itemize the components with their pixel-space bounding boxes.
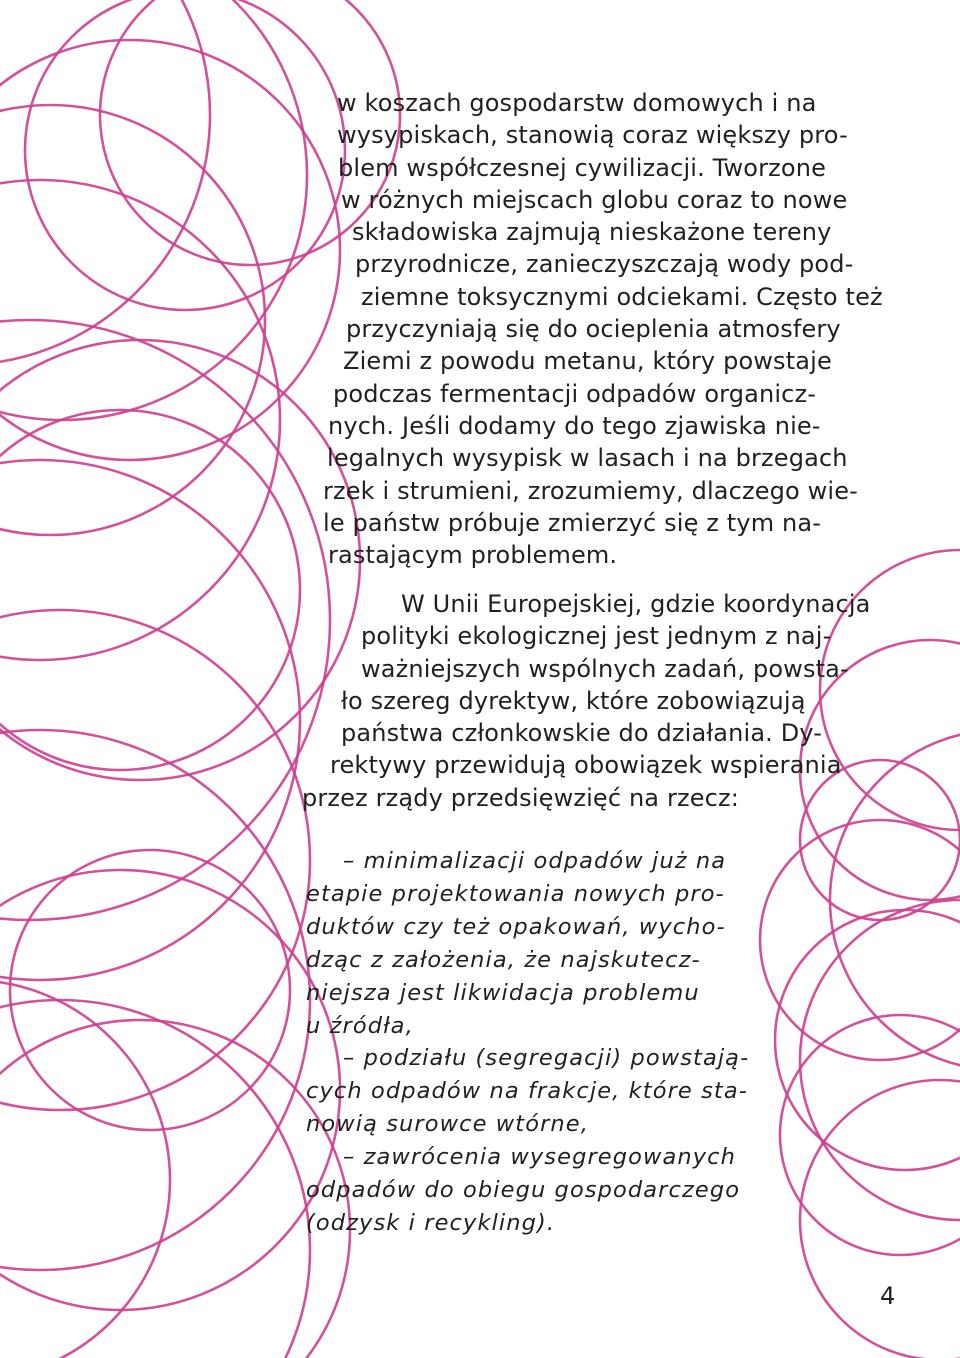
decorative-circle	[760, 820, 960, 1060]
text-line: rastającym problemem.	[328, 541, 618, 570]
text-line: wysypiskach, stanowią coraz większy pro-	[337, 121, 848, 150]
bullet-list	[0, 845, 749, 1240]
text-line: państwa członkowskie do działania. Dy-	[341, 719, 823, 748]
list-line: etapie projektowania nowych pro-	[306, 880, 725, 907]
text-line: przez rządy przedsięwzięć na rzecz:	[302, 783, 739, 812]
list-line: niejsza jest likwidacja problemu	[306, 979, 700, 1006]
list-line: u źródła,	[306, 1012, 414, 1039]
text-line: ważniejszych wspólnych zadań, powsta-	[361, 654, 849, 683]
text-line: polityki ekologicznej jest jednym z naj-	[361, 622, 832, 651]
list-line: – minimalizacji odpadów już na	[343, 848, 727, 874]
text-line: ziemne toksycznymi odciekami. Często też	[361, 282, 883, 311]
list-line: odpadów do obiegu gospodarczego	[306, 1177, 741, 1204]
text-line: przyrodnicze, zanieczyszczają wody pod-	[355, 250, 854, 279]
page-number: 4	[880, 1282, 896, 1310]
text-line: rektywy przewidują obowiązek wspierania	[330, 751, 842, 780]
text-line: Ziemi z powodu metanu, który powstaje	[343, 347, 832, 376]
list-line: – podziału (segregacji) powstają-	[343, 1045, 750, 1072]
list-line: cych odpadów na frakcje, które sta-	[306, 1078, 748, 1105]
text-line: le państw próbuje zmierzyć się z tym na-	[323, 508, 822, 537]
text-line: W Unii Europejskiej, gdzie koordynacja	[401, 590, 871, 618]
list-line: nowią surowce wtórne,	[306, 1111, 589, 1138]
text-line: rzek i strumieni, zrozumiemy, dlaczego wie-	[323, 476, 858, 505]
text-line: składowiska zajmują nieskażone tereny	[352, 218, 832, 247]
text-line: ło szereg dyrektyw, które zobowiązują	[341, 686, 806, 715]
text-line: przyczyniają się do ocieplenia atmosfery	[346, 315, 841, 344]
text-line: w koszach gospodarstw domowych i na	[337, 89, 817, 117]
list-line: – zawrócenia wysegregowanych	[343, 1144, 736, 1171]
text-line: blem współczesnej cywilizacji. Tworzone	[338, 153, 826, 182]
list-line: duktów czy też opakowań, wycho-	[306, 913, 726, 940]
text-line: legalnych wysypisk w lasach i na brzegach	[327, 444, 848, 473]
list-line: dząc z założenia, że najskutecz-	[306, 946, 701, 973]
text-line: nych. Jeśli dodamy do tego zjawiska nie-	[328, 411, 821, 440]
decorative-circle	[775, 910, 960, 1170]
text-line: podczas fermentacji odpadów organicz-	[333, 379, 817, 408]
list-line: (odzysk i recykling).	[306, 1209, 556, 1236]
text-line: w różnych miejscach globu coraz to nowe	[341, 185, 848, 214]
paragraph-2	[0, 588, 871, 814]
paragraph-1	[0, 87, 883, 571]
